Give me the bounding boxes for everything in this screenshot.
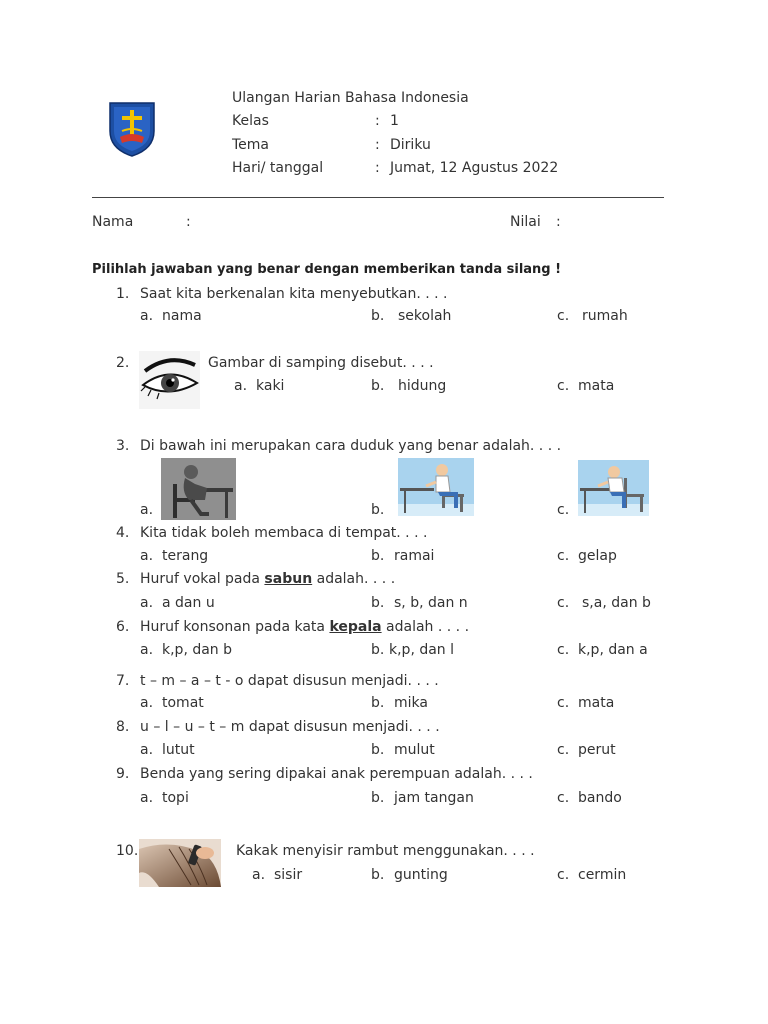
option-text: mulut	[394, 742, 435, 758]
date-label: Hari/ tanggal	[232, 160, 324, 176]
option-letter: b.	[371, 742, 385, 758]
option-letter: c.	[557, 308, 570, 324]
option-text: s, b, dan n	[394, 595, 468, 611]
name-separator: :	[186, 214, 191, 230]
sitting-posture-image-c	[578, 460, 649, 516]
question-number: 6.	[116, 619, 130, 635]
class-separator: :	[375, 113, 380, 129]
question-number: 1.	[116, 286, 130, 302]
question-text-before: Huruf konsonan pada kata	[140, 619, 330, 635]
eye-image	[139, 351, 200, 409]
option-letter: b.	[371, 642, 385, 658]
option-text: lutut	[162, 742, 195, 758]
option-text: gunting	[394, 867, 448, 883]
option-letter: c.	[557, 548, 570, 564]
option-text: tomat	[162, 695, 204, 711]
question-text: t – m – a – t - o dapat disusun menjadi. . . .	[140, 673, 439, 689]
option-text: nama	[162, 308, 202, 324]
hair-brushing-image	[139, 839, 221, 887]
theme-value: Diriku	[390, 137, 431, 153]
option-letter: a.	[140, 642, 154, 658]
question-text: Kita tidak boleh membaca di tempat. . . .	[140, 525, 428, 541]
name-label: Nama	[92, 214, 134, 230]
option-letter: c.	[557, 502, 570, 518]
option-text: k,p, dan a	[578, 642, 648, 658]
option-letter: a.	[234, 378, 248, 394]
date-separator: :	[375, 160, 380, 176]
option-text: k,p, dan b	[162, 642, 233, 658]
question-text-after: adalah. . . .	[312, 571, 396, 587]
question-number: 7.	[116, 673, 130, 689]
question-text: Di bawah ini merupakan cara duduk yang benar adalah. . . .	[140, 438, 562, 454]
option-text: gelap	[578, 548, 617, 564]
option-text: mika	[394, 695, 428, 711]
option-text: bando	[578, 790, 622, 806]
question-number: 2.	[116, 355, 130, 371]
question-keyword: sabun	[264, 571, 313, 587]
question-number: 3.	[116, 438, 130, 454]
question-number: 8.	[116, 719, 130, 735]
exam-title: Ulangan Harian Bahasa Indonesia	[232, 90, 469, 106]
question-text: Kakak menyisir rambut menggunakan. . . .	[236, 843, 535, 859]
option-letter: a.	[140, 548, 154, 564]
option-letter: b.	[371, 548, 385, 564]
option-text: mata	[578, 695, 615, 711]
option-letter: a.	[140, 502, 154, 518]
option-text: mata	[578, 378, 615, 394]
option-text: kaki	[256, 378, 285, 394]
option-text: cermin	[578, 867, 627, 883]
option-text: ramai	[394, 548, 435, 564]
question-keyword: kepala	[329, 619, 382, 635]
option-letter: c.	[557, 790, 570, 806]
question-text: Saat kita berkenalan kita menyebutkan. . . .	[140, 286, 448, 302]
question-number: 5.	[116, 571, 130, 587]
question-number: 4.	[116, 525, 130, 541]
question-number: 10.	[116, 843, 139, 859]
option-text: terang	[162, 548, 209, 564]
option-text: topi	[162, 790, 189, 806]
option-letter: a.	[140, 742, 154, 758]
score-separator: :	[556, 214, 561, 230]
option-letter: c.	[557, 742, 570, 758]
theme-separator: :	[375, 137, 380, 153]
option-letter: b.	[371, 867, 385, 883]
sitting-posture-image-b	[398, 458, 474, 516]
option-letter: b.	[371, 790, 385, 806]
option-text: rumah	[582, 308, 628, 324]
option-letter: c.	[557, 695, 570, 711]
option-text: sisir	[274, 867, 303, 883]
date-value: Jumat, 12 Agustus 2022	[390, 160, 559, 176]
question-text: u – l – u – t – m dapat disusun menjadi. . . .	[140, 719, 440, 735]
option-letter: b.	[371, 695, 385, 711]
option-letter: b.	[371, 595, 385, 611]
option-letter: c.	[557, 867, 570, 883]
option-letter: b.	[371, 378, 385, 394]
option-letter: b.	[371, 502, 385, 518]
option-text: hidung	[398, 378, 447, 394]
header-divider	[92, 197, 664, 198]
school-logo	[108, 101, 156, 157]
option-text: jam tangan	[394, 790, 474, 806]
option-text: k,p, dan l	[389, 642, 455, 658]
class-label: Kelas	[232, 113, 269, 129]
option-letter: c.	[557, 642, 570, 658]
question-text-before: Huruf vokal pada	[140, 571, 265, 587]
sitting-posture-image-a	[161, 458, 236, 520]
option-letter: a.	[140, 695, 154, 711]
option-text: sekolah	[398, 308, 452, 324]
option-letter: a.	[140, 308, 154, 324]
option-letter: c.	[557, 595, 570, 611]
theme-label: Tema	[232, 137, 270, 153]
option-letter: a.	[252, 867, 266, 883]
option-letter: a.	[140, 595, 154, 611]
option-letter: b.	[371, 308, 385, 324]
option-text: perut	[578, 742, 616, 758]
instruction: Pilihlah jawaban yang benar dengan memberikan tanda silang !	[92, 262, 562, 277]
question-text	[140, 572, 395, 586]
class-value: 1	[390, 113, 399, 129]
option-text: s,a, dan b	[582, 595, 651, 611]
option-letter: a.	[140, 790, 154, 806]
question-text: Benda yang sering dipakai anak perempuan adalah. . . .	[140, 766, 533, 782]
question-text	[140, 620, 469, 634]
question-text: Gambar di samping disebut. . . .	[208, 355, 434, 371]
option-letter: c.	[557, 378, 570, 394]
option-text: a dan u	[162, 595, 215, 611]
question-number: 9.	[116, 766, 130, 782]
score-label: Nilai	[510, 214, 541, 230]
question-text-after: adalah . . . .	[381, 619, 470, 635]
